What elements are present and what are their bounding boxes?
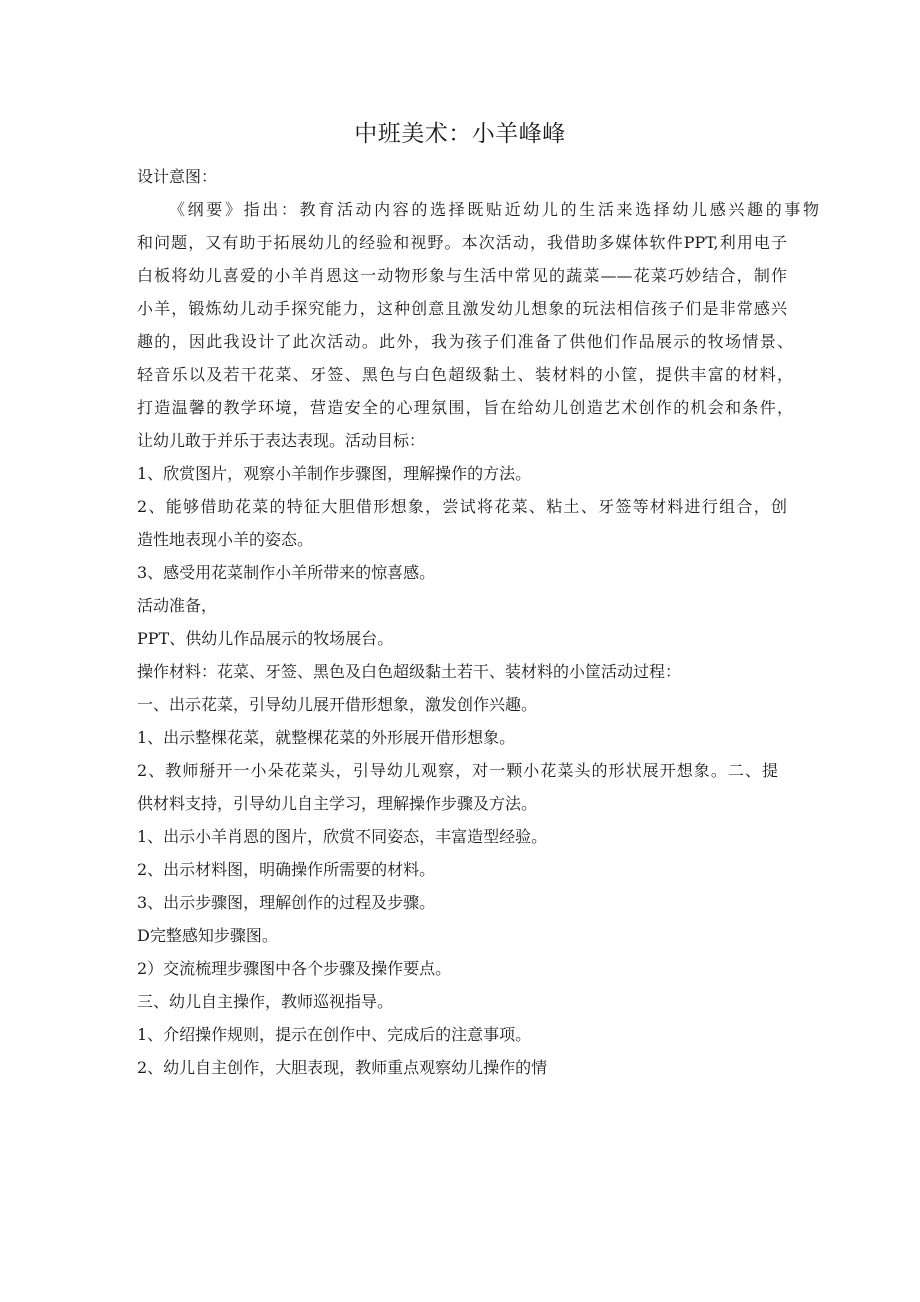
text-line: 白板将幼儿喜爱的小羊肖恩这一动物形象与生活中常见的蔬菜——花菜巧妙结合，制作 xyxy=(137,266,787,285)
text-line: 活动准备， xyxy=(137,596,218,615)
text-line: D完整感知步骤图。 xyxy=(137,926,278,945)
text-line: 2、幼儿自主创作，大胆表现，教师重点观察幼儿操作的情 xyxy=(137,1058,548,1077)
text-line: 三、幼儿自主操作，教师巡视指导。 xyxy=(137,992,394,1011)
text-line: 造性地表现小羊的姿态。 xyxy=(137,530,314,549)
text-line: 2）交流梳理步骤图中各个步骤及操作要点。 xyxy=(137,959,452,978)
text-line: 小羊，锻炼幼儿动手探究能力，这种创意且激发幼儿想象的玩法相信孩子们是非常感兴 xyxy=(137,299,787,318)
text-line: 3、出示步骤图，理解创作的过程及步骤。 xyxy=(137,893,436,912)
text-line: 2、教师掰开一小朵花菜头，引导幼儿观察，对一颗小花菜头的形状展开想象。二、提 xyxy=(137,761,778,780)
text-line: 供材料支持，引导幼儿自主学习，理解操作步骤及方法。 xyxy=(137,794,538,813)
text-line: 设计意图： xyxy=(137,167,218,186)
text-line: 一、出示花菜，引导幼儿展开借形想象，激发创作兴趣。 xyxy=(137,695,538,714)
text-line: 1、出示小羊肖恩的图片，欣赏不同姿态，丰富造型经验。 xyxy=(137,827,548,846)
text-line: 1、介绍操作规则，提示在创作中、完成后的注意事项。 xyxy=(137,1025,532,1044)
text-line: 趣的，因此我设计了此次活动。此外，我为孩子们准备了供他们作品展示的牧场情景、 xyxy=(137,332,793,351)
text-line: 操作材料：花菜、牙签、黑色及白色超级黏土若干、装材料的小筐活动过程： xyxy=(137,662,682,681)
text-line: 1、出示整棵花菜，就整棵花菜的外形展开借形想象。 xyxy=(137,728,516,747)
text-line: 打造温馨的教学环境，营造安全的心理氛围，旨在给幼儿创造艺术创作的机会和条件， xyxy=(137,398,793,417)
text-line: 1、欣赏图片，观察小羊制作步骤图，理解操作的方法。 xyxy=(137,464,532,483)
text-line: 让幼儿敢于并乐于表达表现。活动目标： xyxy=(137,431,426,450)
text-line: PPT、供幼儿作品展示的牧场展台。 xyxy=(137,629,394,648)
text-line: 《纲要》指出：教育活动内容的选择既贴近幼儿的生活来选择幼儿感兴趣的事物 xyxy=(169,200,819,219)
text-line: 2、出示材料图，明确操作所需要的材料。 xyxy=(137,860,436,879)
text-line: 2、能够借助花菜的特征大胆借形想象，尝试将花菜、粘土、牙签等材料进行组合，创 xyxy=(137,497,787,516)
text-line: 3、感受用花菜制作小羊所带来的惊喜感。 xyxy=(137,563,436,582)
document-body xyxy=(137,160,819,1084)
text-line: 轻音乐以及若干花菜、牙签、黑色与白色超级黏土、装材料的小筐，提供丰富的材料， xyxy=(137,365,793,384)
document-title: 中班美术：小羊峰峰 xyxy=(354,121,566,147)
text-line: 和问题，又有助于拓展幼儿的经验和视野。本次活动，我借助多媒体软件PPT,利用电子 xyxy=(137,233,787,252)
